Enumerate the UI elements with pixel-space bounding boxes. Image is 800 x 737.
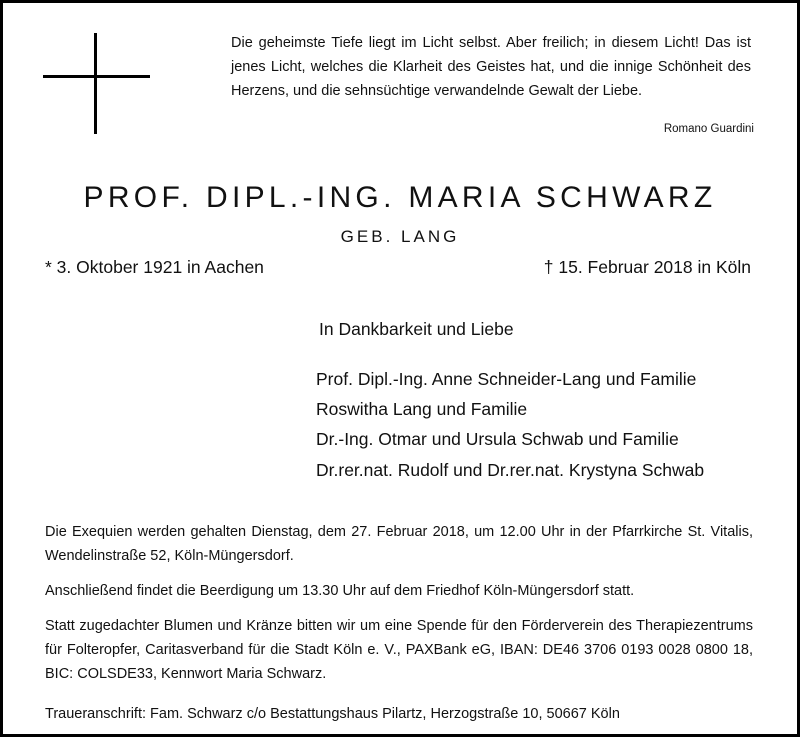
mourner-item: Prof. Dipl.-Ing. Anne Schneider-Lang und Familie [316,369,697,389]
quote-text: Die geheimste Tiefe liegt im Licht selbst. Aber freilich; in diesem Licht! Das ist jenes Licht, welches die Klarheit des Geistes hat, und die innige Schönheit des Herzens, und die sehnsüchtige verwandelnde Gewalt der Liebe. [231,35,751,99]
death-date: † 15. Februar 2018 in Köln [543,257,751,277]
cross-vertical-bar [94,33,97,134]
burial-paragraph: Anschließend findet die Beerdigung um 13.30 Uhr auf dem Friedhof Köln-Müngersdorf statt. [45,583,635,599]
cross-horizontal-bar [43,75,150,78]
exequies-paragraph: Die Exequien werden gehalten Dienstag, dem 27. Februar 2018, um 12.00 Uhr in der Pfarrkirche St. Vitalis, Wendelinstraße 52, Köln-Müngersdorf. [45,524,753,564]
mourning-address: Traueranschrift: Fam. Schwarz c/o Bestattungshaus Pilartz, Herzogstraße 10, 50667 Köln [45,706,620,722]
mourner-item: Roswitha Lang und Familie [316,399,528,420]
mourners-intro: In Dankbarkeit und Liebe [319,319,514,339]
mourners-list [316,364,704,485]
birth-date: * 3. Oktober 1921 in Aachen [45,257,264,277]
deceased-name: PROF. DIPL.-ING. MARIA SCHWARZ [83,181,717,214]
quote-author: Romano Guardini [663,123,754,135]
mourner-item: Dr.rer.nat. Rudolf und Dr.rer.nat. Krystyna Schwab [316,459,705,480]
mourner-item: Dr.-Ing. Otmar und Ursula Schwab und Familie [316,429,679,450]
donation-paragraph: Statt zugedachter Blumen und Kränze bitten wir um eine Spende für den Förderverein des Therapiezentrums für Folteropfer, Caritasverband für die Stadt Köln e. V., PAXBank eG, IBAN: DE46 3706 0193 0028 0800 18, BIC: COLSDE33, Kennwort Maria Schwarz. [45,618,753,682]
maiden-name: GEB. LANG [340,227,460,246]
